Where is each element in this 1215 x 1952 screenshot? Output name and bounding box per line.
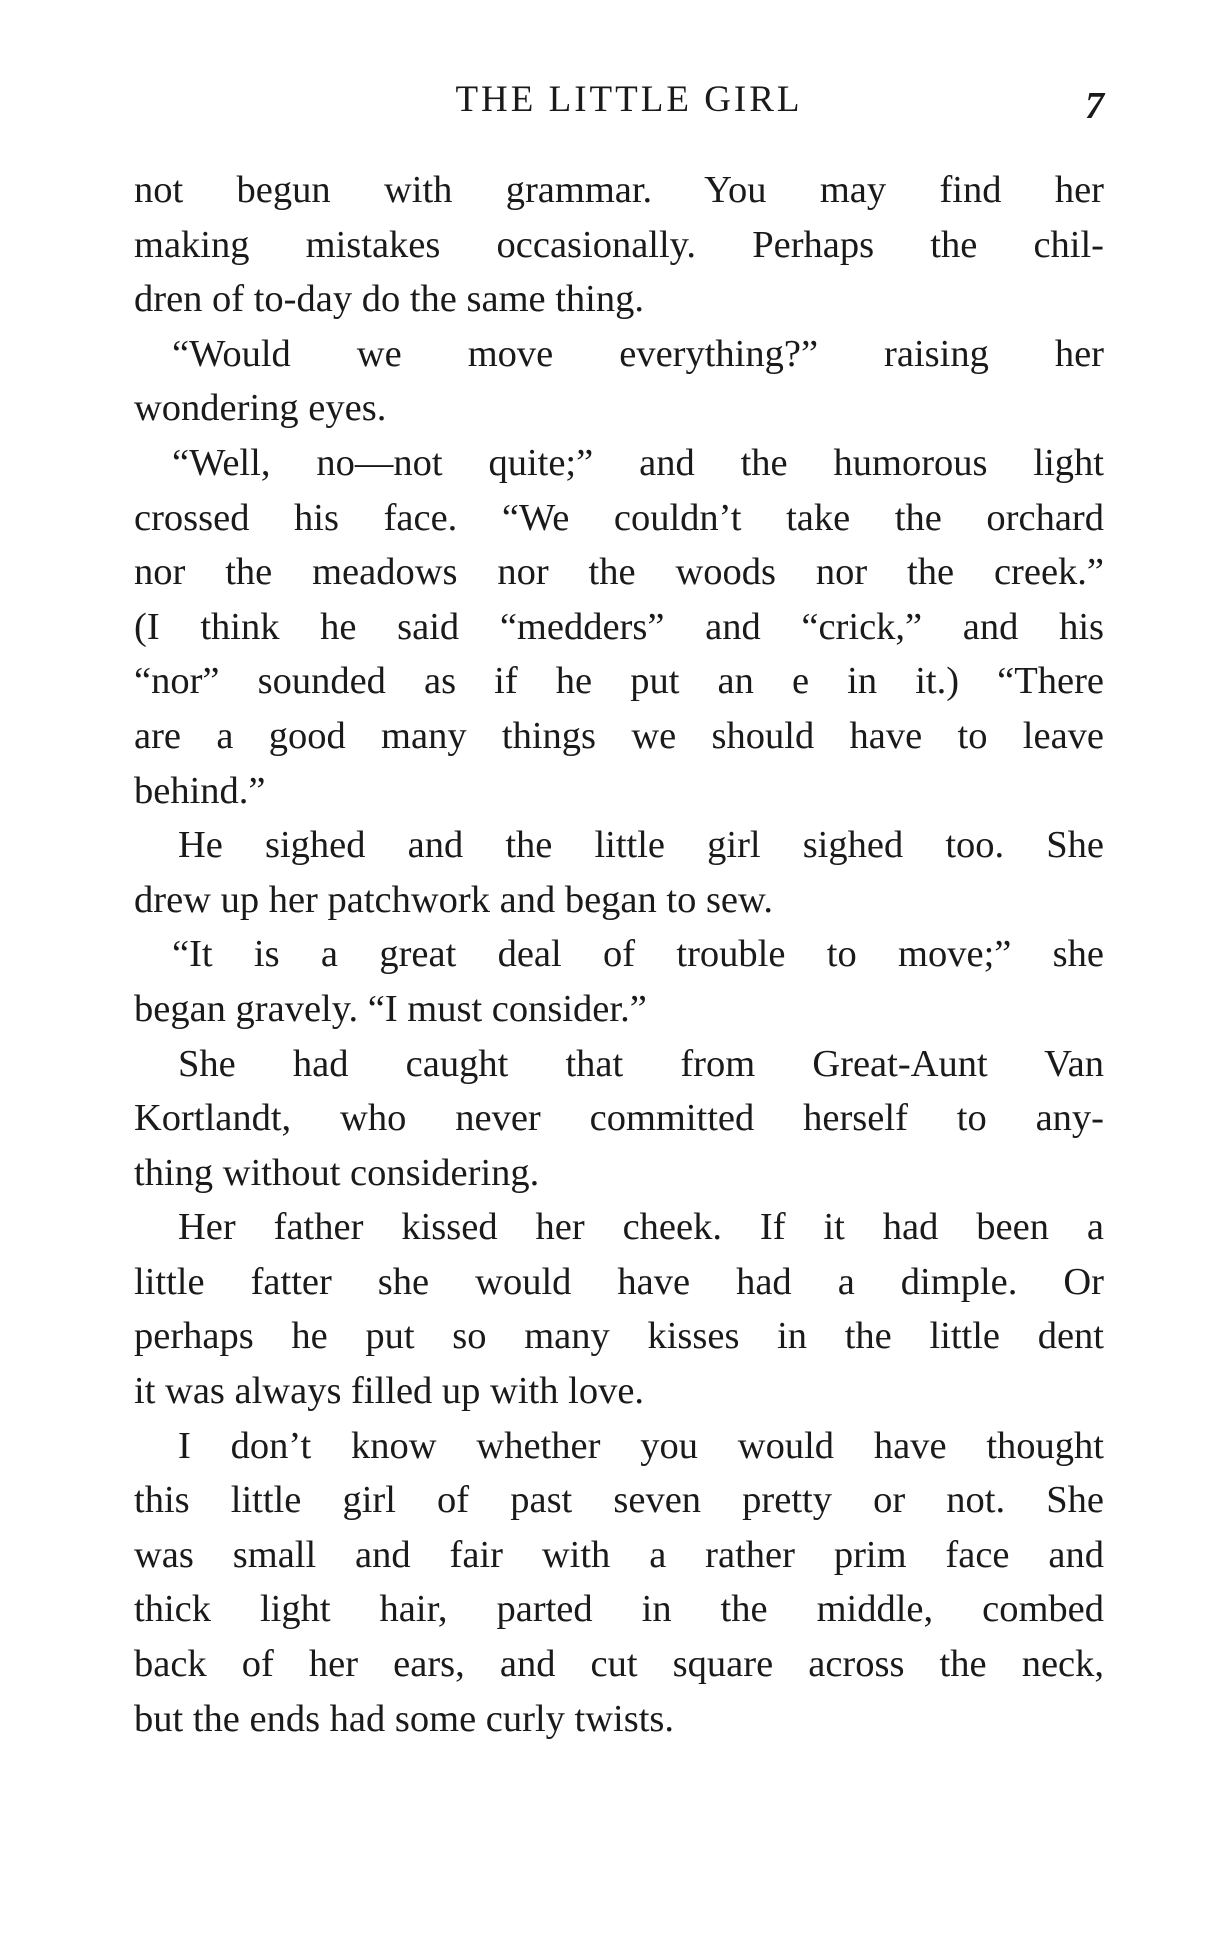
paragraph-5 [134,927,1104,1036]
text-line: She had caught that from Great-Aunt Van [178,1042,1104,1085]
text-line: (I think he said “medders” and “crick,” and his [134,605,1104,648]
text-line: began gravely. “I must consider.” [134,987,647,1030]
text-line: back of her ears, and cut square across the neck, [134,1643,1104,1686]
text-line: nor the meadows nor the woods nor the creek.” [134,551,1104,594]
paragraph-4 [134,818,1104,927]
text-line: but the ends had some curly twists. [134,1697,674,1740]
text-line: wondering eyes. [134,387,387,430]
text-line: “It is a great deal of trouble to move;” she [172,933,1104,976]
running-title: THE LITTLE GIRL [455,79,803,120]
running-head [134,78,1104,128]
text-line: perhaps he put so many kisses in the little dent [134,1315,1104,1358]
paragraph-3 [134,436,1104,818]
text-line: “Well, no—not quite;” and the humorous light [172,441,1104,484]
text-line: thing without considering. [134,1151,540,1194]
paragraph-8 [134,1419,1104,1747]
text-line: thick light hair, parted in the middle, combed [134,1588,1104,1631]
paragraph-2 [134,327,1104,436]
text-line: dren of to-day do the same thing. [134,278,644,321]
body-text [134,163,1104,1746]
text-line: behind.” [134,769,266,812]
text-line: crossed his face. “We couldn’t take the orchard [134,496,1104,539]
text-line: drew up her patchwork and began to sew. [134,878,773,921]
text-line: “nor” sounded as if he put an e in it.) “There [134,660,1104,703]
text-line: making mistakes occasionally. Perhaps the chil- [134,223,1104,266]
text-line: not begun with grammar. You may find her [134,169,1104,211]
page-number: 7 [1085,85,1104,127]
paragraph-7 [134,1200,1104,1418]
text-line: little fatter she would have had a dimple. Or [134,1260,1104,1303]
text-line: I don’t know whether you would have thought [178,1424,1104,1467]
paragraph-6 [134,1037,1104,1201]
text-line: it was always filled up with love. [134,1370,645,1413]
text-line: this little girl of past seven pretty or not. She [134,1479,1104,1522]
text-line: was small and fair with a rather prim face and [134,1533,1104,1576]
paragraph-1 [134,163,1104,327]
text-line: He sighed and the little girl sighed too. She [178,824,1104,867]
text-line: Her father kissed her cheek. If it had been a [178,1206,1104,1249]
text-line: “Would we move everything?” raising her [172,332,1104,375]
text-line: Kortlandt, who never committed herself to any- [134,1097,1104,1140]
text-line: are a good many things we should have to leave [134,714,1104,757]
